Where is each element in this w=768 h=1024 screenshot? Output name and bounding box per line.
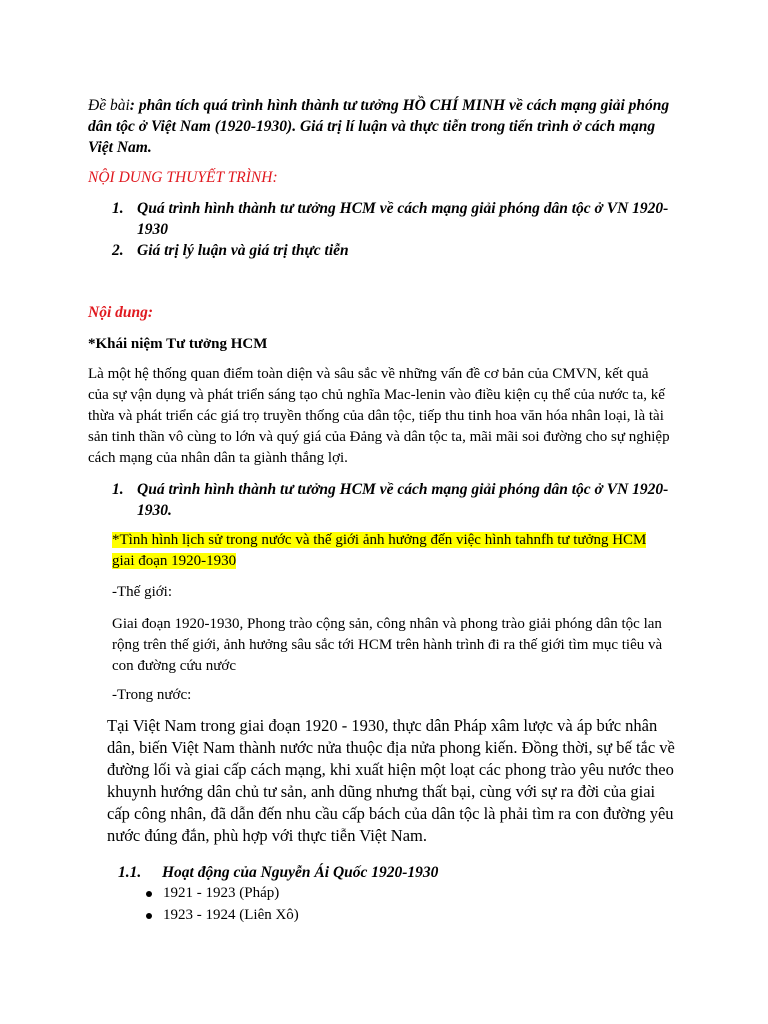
bullet-dot: [146, 913, 152, 919]
outline-item-2-number: 2.: [112, 242, 124, 259]
concept-heading: *Khái niệm Tư tưởng HCM: [88, 336, 268, 352]
subsection-1-1-text: Hoạt động của Nguyễn Ái Quốc 1920-1930: [162, 864, 439, 881]
outline-item-1-text: Quá trình hình thành tư tưởng HCM về cách mạng giải phóng dân tộc ở VN 1920-1930: [137, 200, 669, 238]
outline-heading: NỘI DUNG THUYẾT TRÌNH:: [88, 169, 278, 186]
bullet-item-1: [146, 883, 546, 904]
section-1-number: 1.: [112, 481, 124, 498]
bullet-dot: [146, 891, 152, 897]
section-1-heading: [112, 479, 672, 521]
outline-item-2: [112, 240, 672, 261]
highlighted-text: *Tình hình lịch sử trong nước và thế giới ảnh hưởng đến việc hình tahnfh tư tưởng HCM giai đoạn 1920-1930: [112, 532, 647, 569]
bullet-item-1-text: 1921 - 1923 (Pháp): [163, 885, 280, 901]
subsection-1-1-heading: [118, 862, 618, 883]
bullet-item-2: [146, 905, 546, 926]
task-separator: :: [129, 97, 139, 114]
outline-item-1-number: 1.: [112, 200, 124, 217]
domestic-paragraph: Tại Việt Nam trong giai đoạn 1920 - 1930, thực dân Pháp xâm lược và áp bức nhân dân, biến Việt Nam thành nước nửa thuộc địa nửa phong kiến. Đồng thời, sự bế tắc về đường lối và giai cấp cách mạng, khi xuất hiện một loạt các phong trào yêu nước theo khuynh hướng dân chủ tư sản, anh dũng nhưng thất bại, cùng với sự ra đời của giai cấp công nhân, đã dẫn đến nhu cầu cấp bách của dân tộc là phải tìm ra con đường yêu nước đúng đắn, phù hợp với thực tiễn Việt Nam.: [107, 716, 675, 845]
content-heading: Nội dung:: [88, 304, 154, 321]
world-paragraph: Giai đoạn 1920-1930, Phong trào cộng sản, công nhân và phong trào giải phóng dân tộc lan rộng trên thế giới, ảnh hưởng sâu sắc tới HCM trên hành trình đi ra thế giới tìm mục tiêu và con đường cứu nước: [112, 616, 663, 674]
highlighted-paragraph: [112, 530, 662, 572]
subsection-1-1-number: 1.1.: [118, 864, 142, 881]
task-text: phân tích quá trình hình thành tư tưởng HỒ CHÍ MINH về cách mạng giải phóng dân tộc ở Việt Nam (1920-1930). Giá trị lí luận và thực tiễn trong tiến trình ở cách mạng Việt Nam.: [88, 97, 670, 156]
task-label: Đề bài: [88, 97, 130, 114]
section-1-text: Quá trình hình thành tư tưởng HCM về cách mạng giải phóng dân tộc ở VN 1920-1930.: [137, 481, 669, 519]
bullet-item-2-text: 1923 - 1924 (Liên Xô): [163, 907, 299, 923]
outline-item-1: [112, 198, 672, 240]
task-statement: [88, 95, 678, 158]
outline-item-2-text: Giá trị lý luận và giá trị thực tiễn: [137, 242, 349, 259]
concept-paragraph: Là một hệ thống quan điểm toàn diện và sâu sắc về những vấn đề cơ bản của CMVN, kết quả của sự vận dụng và phát triển sáng tạo chủ nghĩa Mac-lenin vào điều kiện cụ thể của nước ta, kế thừa và phát triển các giá trọ truyền thống của dân tộc, tiếp thu tinh hoa văn hóa nhân loại, là tài sản tinh thần vô cùng to lớn và quý giá của Đảng và dân tộc ta, mãi mãi soi đường cho sự nghiệp cách mạng của nhân dân ta giành thắng lợi.: [88, 366, 670, 466]
domestic-label: -Trong nước:: [112, 687, 192, 703]
world-label: -Thế giới:: [112, 584, 172, 600]
